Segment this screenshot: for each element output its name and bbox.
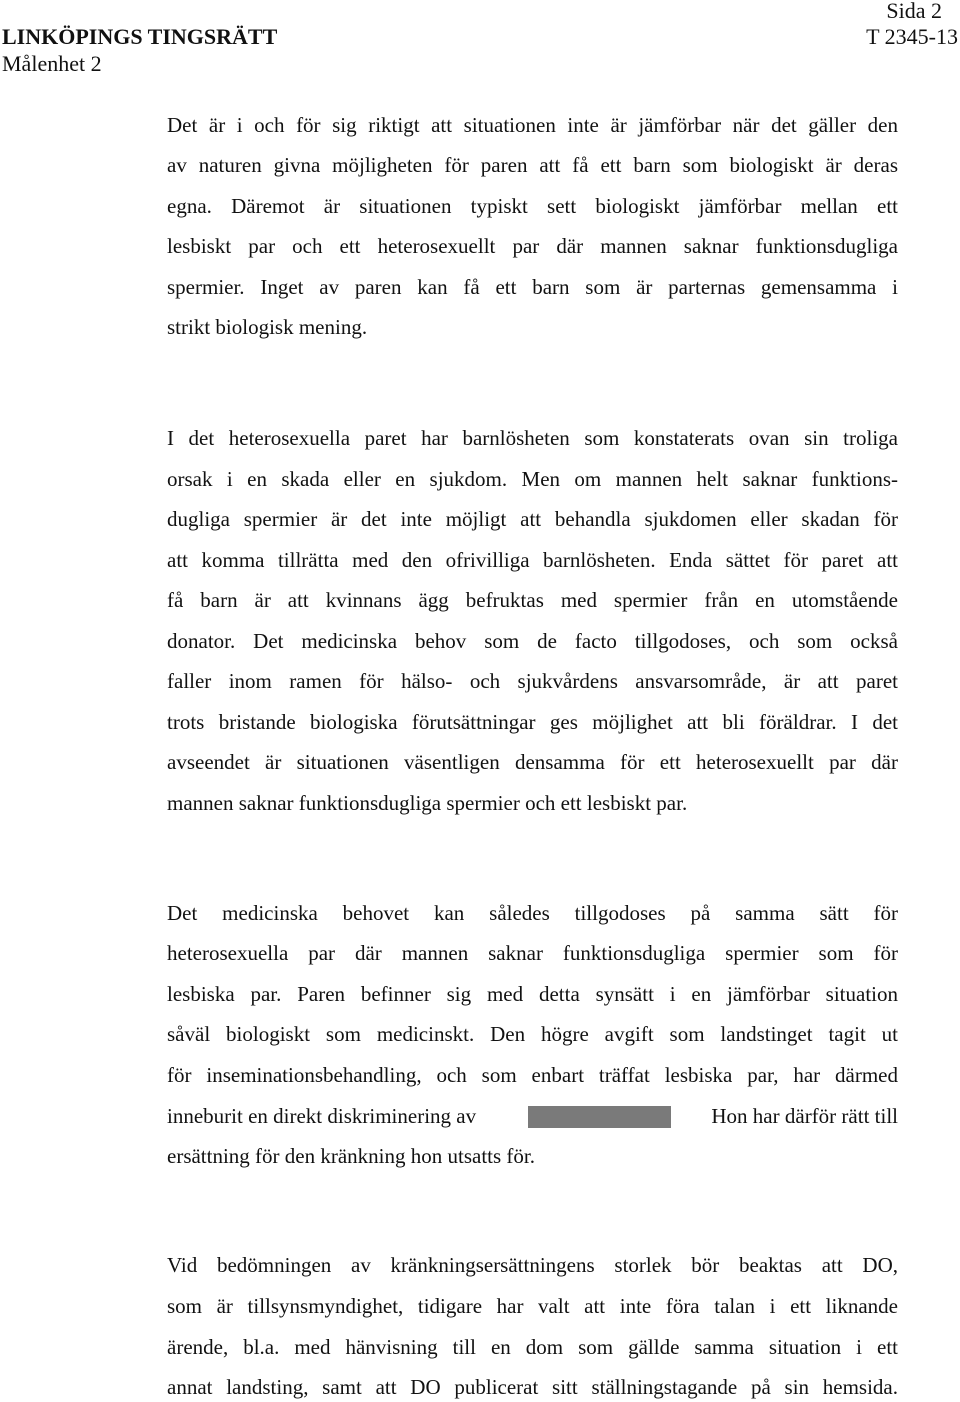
text-line: lesbiskt par och ett heterosexuellt par där mannen saknar funktionsdugliga bbox=[167, 234, 898, 258]
text-line: egna. Däremot är situationen typiskt sett biologiskt jämförbar mellan ett bbox=[167, 194, 898, 218]
text-line-after-redaction: Hon har därför rätt till bbox=[711, 1104, 898, 1128]
text-line: I det heterosexuella paret har barnlösheten som konstaterats ovan sin troliga bbox=[167, 426, 898, 450]
text-line: mannen saknar funktionsdugliga spermier och ett lesbiskt par. bbox=[167, 791, 688, 815]
redacted-name-block bbox=[528, 1106, 671, 1128]
text-line: orsak i en skada eller en sjukdom. Men om mannen helt saknar funktions- bbox=[167, 467, 898, 491]
text-line: annat landsting, samt att DO publicerat sitt ställningstagande på sin hemsida. bbox=[167, 1375, 898, 1399]
text-line: dugliga spermier är det inte möjligt att behandla sjukdomen eller skadan för bbox=[167, 507, 898, 531]
text-line: av naturen givna möjligheten för paren att få ett barn som biologiskt är deras bbox=[167, 153, 898, 177]
text-line-before-redaction: inneburit en direkt diskriminering av bbox=[167, 1104, 477, 1128]
text-line: donator. Det medicinska behov som de facto tillgodoses, och som också bbox=[167, 629, 898, 653]
text-line: för inseminationsbehandling, och som enbart träffat lesbiska par, har därmed bbox=[167, 1063, 898, 1087]
text-line: att komma tillrätta med den ofrivilliga barnlösheten. Enda sättet för paret att bbox=[167, 548, 898, 572]
text-line: heterosexuella par där mannen saknar funktionsdugliga spermier som för bbox=[167, 941, 898, 965]
text-line: Vid bedömningen av kränkningsersättningens storlek bör beaktas att DO, bbox=[167, 1253, 898, 1277]
text-line: såväl biologiskt som medicinskt. Den högre avgift som landstinget tagit ut bbox=[167, 1022, 898, 1046]
text-line: lesbiska par. Paren befinner sig med detta synsätt i en jämförbar situation bbox=[167, 982, 898, 1006]
text-line: strikt biologisk mening. bbox=[167, 315, 368, 339]
text-line: som är tillsynsmyndighet, tidigare har valt att inte föra talan i ett liknande bbox=[167, 1294, 898, 1318]
text-line: trots bristande biologiska förutsättningar ges möjlighet att bli föräldrar. I det bbox=[167, 710, 898, 734]
court-name: LINKÖPINGS TINGSRÄTT bbox=[2, 24, 278, 49]
court-unit: Målenhet 2 bbox=[2, 51, 102, 76]
text-line: avseendet är situationen väsentligen densamma för ett heterosexuellt par där bbox=[167, 750, 898, 774]
text-line: Det är i och för sig riktigt att situationen inte är jämförbar när det gäller den bbox=[167, 113, 898, 137]
text-line: faller inom ramen för hälso- och sjukvårdens ansvarsområde, är att paret bbox=[167, 669, 898, 693]
text-line: spermier. Inget av paren kan få ett barn som är parternas gemensamma i bbox=[167, 275, 898, 299]
text-line: ärende, bl.a. med hänvisning till en dom som gällde samma situation i ett bbox=[167, 1335, 898, 1359]
case-number: T 2345-13 bbox=[866, 24, 958, 49]
text-line: få barn är att kvinnans ägg befruktas med spermier från en utomstående bbox=[167, 588, 898, 612]
text-line: ersättning för den kränkning hon utsatts för. bbox=[167, 1144, 536, 1168]
text-line: Det medicinska behovet kan således tillgodoses på samma sätt för bbox=[167, 901, 898, 925]
page-number: Sida 2 bbox=[886, 0, 942, 23]
